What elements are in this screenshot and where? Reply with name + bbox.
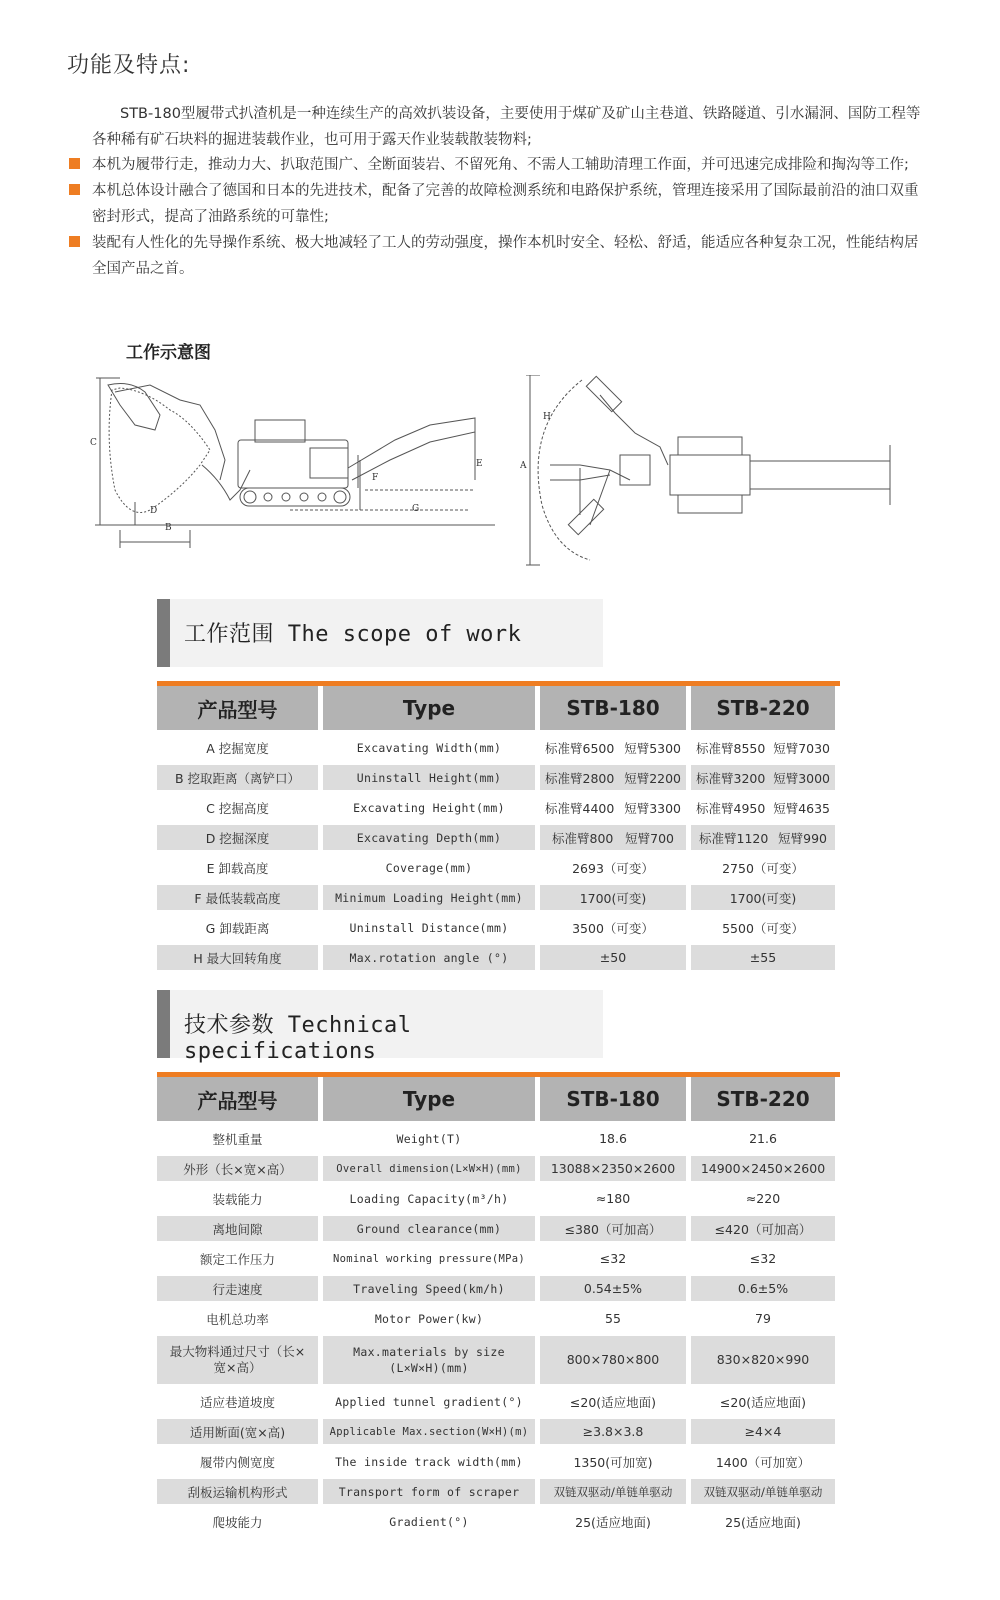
header-stb220: STB-220 <box>691 1077 835 1126</box>
param-type: Minimum Loading Height(mm) <box>323 885 535 915</box>
param-name: C 挖掘高度 <box>157 795 318 825</box>
param-name: 额定工作压力 <box>157 1246 318 1276</box>
header-stb180: STB-180 <box>540 1077 686 1126</box>
stb220-value: ≈220 <box>691 1186 835 1216</box>
stb180-value: 1700(可变) <box>540 885 686 915</box>
stb180-value: ≤32 <box>540 1246 686 1276</box>
param-type: Applicable Max.section(W×H)(m) <box>323 1419 535 1449</box>
param-type: Transport form of scraper <box>323 1479 535 1509</box>
stb220-value: 830×820×990 <box>691 1336 835 1389</box>
dimension-label-g: G <box>412 504 420 514</box>
param-name: 整机重量 <box>157 1126 318 1156</box>
stb180-value: 55 <box>540 1306 686 1336</box>
stb220-value: 14900×2450×2600 <box>691 1156 835 1186</box>
stb220-value: 0.6±5% <box>691 1276 835 1306</box>
stb220-value: ≤420（可加高） <box>691 1216 835 1246</box>
header-model: 产品型号 <box>157 1077 318 1126</box>
stb180-value: 18.6 <box>540 1126 686 1156</box>
header-type: Type <box>323 686 535 735</box>
header-model: 产品型号 <box>157 686 318 735</box>
stb180-value: ≈180 <box>540 1186 686 1216</box>
bullet-marker <box>69 184 80 195</box>
top-view-diagram <box>520 375 910 570</box>
stb220-value: 79 <box>691 1306 835 1336</box>
scope-section-title: 工作范围 The scope of work <box>184 622 522 647</box>
param-name: B 挖取距离（离铲口） <box>157 765 318 795</box>
stb180-value: 800×780×800 <box>540 1336 686 1389</box>
standard-arm-value: 标准臂1120 <box>699 830 769 846</box>
stb220-value: 25(适应地面) <box>691 1509 835 1539</box>
table-row <box>157 1156 835 1186</box>
stb220-value <box>691 795 835 825</box>
param-type: Loading Capacity(m³/h) <box>323 1186 535 1216</box>
dimension-label-h: H <box>543 412 551 422</box>
param-name: A 挖掘宽度 <box>157 735 318 765</box>
param-name: 行走速度 <box>157 1276 318 1306</box>
param-type: Weight(T) <box>323 1126 535 1156</box>
stb220-value: ≤20(适应地面) <box>691 1389 835 1419</box>
param-name: G 卸载距离 <box>157 915 318 945</box>
table-row <box>157 1336 835 1389</box>
scope-section-header <box>157 599 603 667</box>
table-row <box>157 945 835 975</box>
bullet-marker <box>69 236 80 247</box>
short-arm-value: 短臂3000 <box>773 770 830 786</box>
dimension-label-d: D <box>150 506 158 516</box>
param-name: 装载能力 <box>157 1186 318 1216</box>
param-name: 适用断面(宽×高) <box>157 1419 318 1449</box>
tech-table <box>152 1077 840 1539</box>
stb220-value: 1700(可变) <box>691 885 835 915</box>
param-type: Max.materials by size (L×W×H)(mm) <box>323 1336 535 1389</box>
stb180-value <box>540 795 686 825</box>
table-row <box>157 1449 835 1479</box>
stb220-value <box>691 825 835 855</box>
tech-header-row <box>157 1077 835 1126</box>
param-type: The inside track width(mm) <box>323 1449 535 1479</box>
short-arm-value: 短臂4635 <box>773 800 830 816</box>
param-type: Excavating Depth(mm) <box>323 825 535 855</box>
standard-arm-value: 标准臂2800 <box>545 770 615 786</box>
stb180-value: ±50 <box>540 945 686 975</box>
standard-arm-value: 标准臂4400 <box>545 800 615 816</box>
table-row <box>157 1186 835 1216</box>
stb180-value: 3500（可变） <box>540 915 686 945</box>
table-row <box>157 795 835 825</box>
table-row <box>157 1419 835 1449</box>
stb180-value: 13088×2350×2600 <box>540 1156 686 1186</box>
stb180-value: 25(适应地面) <box>540 1509 686 1539</box>
stb180-value <box>540 825 686 855</box>
param-name: E 卸载高度 <box>157 855 318 885</box>
feature-bullet: 本机总体设计融合了德国和日本的先进技术，配备了完善的故障检测系统和电路保护系统，管理连接采用了国际最前沿的油口双重密封形式，提高了油路系统的可靠性; <box>92 183 919 225</box>
standard-arm-value: 标准臂3200 <box>696 770 766 786</box>
stb180-value <box>540 765 686 795</box>
stb220-value: 1400（可加宽） <box>691 1449 835 1479</box>
param-type: Uninstall Height(mm) <box>323 765 535 795</box>
param-name: 履带内侧宽度 <box>157 1449 318 1479</box>
dimension-label-e: E <box>476 459 483 469</box>
stb180-value: ≥3.8×3.8 <box>540 1419 686 1449</box>
short-arm-value: 短臂990 <box>778 830 827 846</box>
table-row <box>157 1306 835 1336</box>
dimension-label-b: B <box>165 523 172 533</box>
intro-paragraph: STB-180型履带式扒渣机是一种连续生产的高效扒装设备，主要使用于煤矿及矿山主巷道、铁路隧道、引水漏洞、国防工程等各种稀有矿石块料的掘进装载作业，也可用于露天作业装载散装物料; <box>92 106 921 148</box>
short-arm-value: 短臂3300 <box>624 800 681 816</box>
param-type: Overall dimension(L×W×H)(mm) <box>323 1156 535 1186</box>
feature-bullet: 装配有人性化的先导操作系统、极大地减轻了工人的劳动强度，操作本机时安全、轻松、舒适，能适应各种复杂工况，性能结构居全国产品之首。 <box>92 235 919 277</box>
header-type: Type <box>323 1077 535 1126</box>
scope-table <box>152 686 840 975</box>
param-type: Excavating Height(mm) <box>323 795 535 825</box>
short-arm-value: 短臂2200 <box>624 770 681 786</box>
short-arm-value: 短臂700 <box>625 830 674 846</box>
table-row <box>157 765 835 795</box>
stb180-value: 2693（可变） <box>540 855 686 885</box>
table-row <box>157 1216 835 1246</box>
param-name: F 最低装载高度 <box>157 885 318 915</box>
param-name: 外形（长×宽×高） <box>157 1156 318 1186</box>
standard-arm-value: 标准臂4950 <box>696 800 766 816</box>
stb180-value: 双链双驱动/单链单驱动 <box>540 1479 686 1509</box>
stb180-value: ≤380（可加高） <box>540 1216 686 1246</box>
table-row <box>157 915 835 945</box>
param-name: 刮板运输机构形式 <box>157 1479 318 1509</box>
table-row <box>157 1246 835 1276</box>
table-row <box>157 735 835 765</box>
param-type: Uninstall Distance(mm) <box>323 915 535 945</box>
table-row <box>157 855 835 885</box>
table-row <box>157 1389 835 1419</box>
dimension-label-a: A <box>520 461 527 471</box>
param-name: 离地间隙 <box>157 1216 318 1246</box>
tech-section-title: 技术参数 Technical specifications <box>184 1013 412 1064</box>
table-row <box>157 1126 835 1156</box>
table-row <box>157 825 835 855</box>
param-type: Applied tunnel gradient(°) <box>323 1389 535 1419</box>
param-type: Excavating Width(mm) <box>323 735 535 765</box>
tech-section-header <box>157 990 603 1064</box>
stb220-value: ±55 <box>691 945 835 975</box>
param-type: Coverage(mm) <box>323 855 535 885</box>
param-name: H 最大回转角度 <box>157 945 318 975</box>
param-name: 电机总功率 <box>157 1306 318 1336</box>
dimension-label-c: C <box>90 438 97 448</box>
stb180-value <box>540 735 686 765</box>
stb220-value: 2750（可变） <box>691 855 835 885</box>
standard-arm-value: 标准臂800 <box>552 830 614 846</box>
param-name: 最大物料通过尺寸（长×宽×高） <box>157 1336 318 1389</box>
section-title: 功能及特点: <box>67 53 191 78</box>
stb220-value: 双链双驱动/单链单驱动 <box>691 1479 835 1509</box>
diagram-title: 工作示意图 <box>126 343 211 363</box>
standard-arm-value: 标准臂6500 <box>545 740 615 756</box>
param-name: D 挖掘深度 <box>157 825 318 855</box>
param-type: Ground clearance(mm) <box>323 1216 535 1246</box>
stb180-value: ≤20(适应地面) <box>540 1389 686 1419</box>
stb220-value <box>691 765 835 795</box>
short-arm-value: 短臂7030 <box>773 740 830 756</box>
side-view-diagram <box>90 370 500 570</box>
table-row <box>157 885 835 915</box>
param-name: 适应巷道坡度 <box>157 1389 318 1419</box>
table-row <box>157 1479 835 1509</box>
table-row <box>157 1276 835 1306</box>
stb220-value: ≤32 <box>691 1246 835 1276</box>
short-arm-value: 短臂5300 <box>624 740 681 756</box>
param-type: Gradient(°) <box>323 1509 535 1539</box>
feature-bullet: 本机为履带行走，推动力大、扒取范围广、全断面装岩、不留死角、不需人工辅助清理工作面，并可迅速完成排险和掏沟等工作; <box>92 157 909 173</box>
header-stb180: STB-180 <box>540 686 686 735</box>
table-row <box>157 1509 835 1539</box>
standard-arm-value: 标准臂8550 <box>696 740 766 756</box>
stb180-value: 0.54±5% <box>540 1276 686 1306</box>
stb220-value: 5500（可变） <box>691 915 835 945</box>
param-type: Nominal working pressure(MPa) <box>323 1246 535 1276</box>
param-type: Traveling Speed(km/h) <box>323 1276 535 1306</box>
param-name: 爬坡能力 <box>157 1509 318 1539</box>
param-type: Motor Power(kw) <box>323 1306 535 1336</box>
stb220-value <box>691 735 835 765</box>
stb180-value: 1350(可加宽) <box>540 1449 686 1479</box>
stb220-value: ≥4×4 <box>691 1419 835 1449</box>
bullet-marker <box>69 158 80 169</box>
header-stb220: STB-220 <box>691 686 835 735</box>
stb220-value: 21.6 <box>691 1126 835 1156</box>
scope-header-row <box>157 686 835 735</box>
param-type: Max.rotation angle (°) <box>323 945 535 975</box>
dimension-label-f: F <box>372 473 379 483</box>
